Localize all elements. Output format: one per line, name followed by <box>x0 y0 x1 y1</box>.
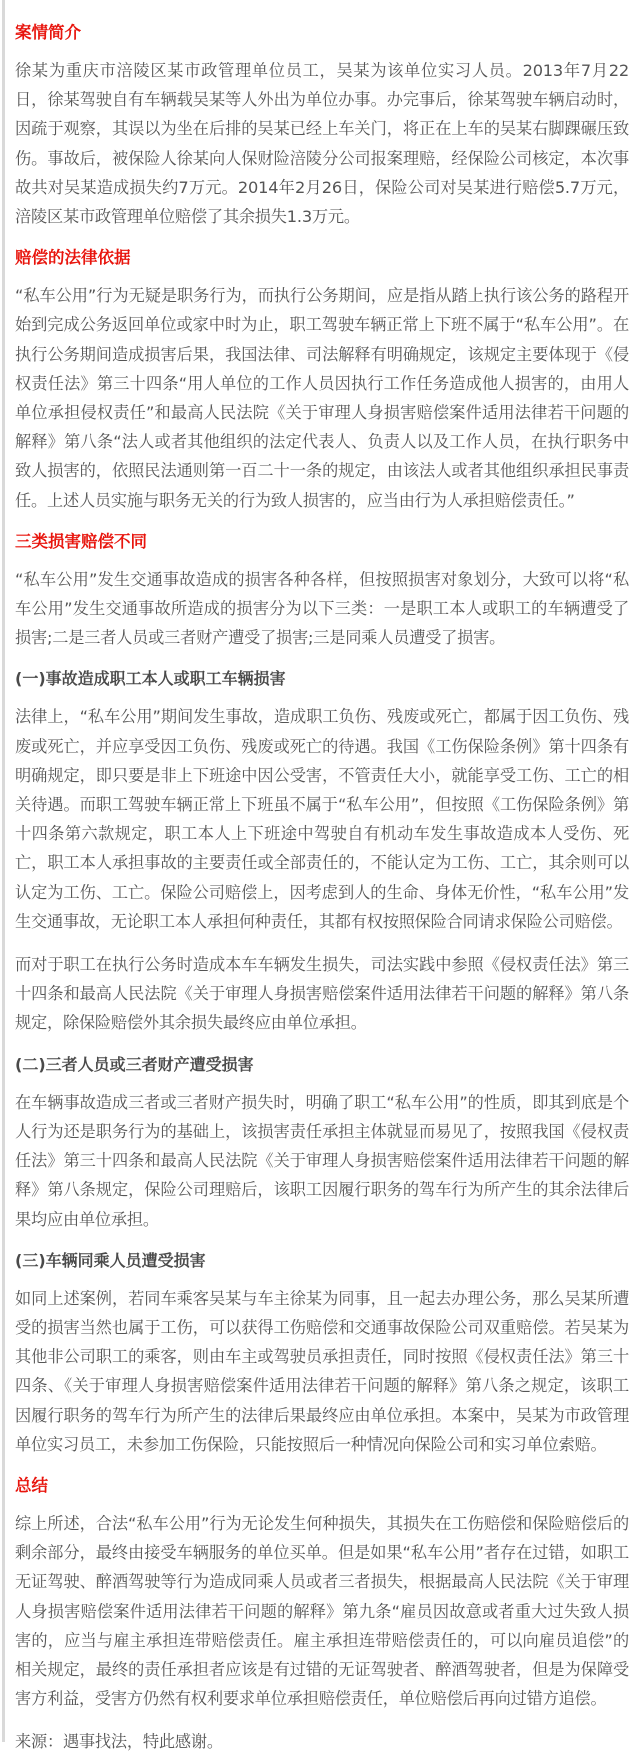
section-heading-summary: 总结 <box>15 1475 48 1495</box>
section-heading-three-damage-types: 三类损害赔偿不同 <box>15 531 147 551</box>
subsection-heading-third-party-damage: (二)三者人员或三者财产遭受损害 <box>15 1054 254 1074</box>
paragraph-passenger-damage: 如同上述案例，若同车乘客吴某与车主徐某为同事，且一起去办理公务，那么吴某所遭受的损害当然也属于工伤，可以获得工伤赔偿和交通事故保险公司双重赔偿。若吴某为其他非公司职工的乘客，则由车主或驾驶员承担责任，同时按照《侵权责任法》第三十四条、《关于审理人身损害赔偿案件适用法律若干问题的解释》第八条之规定，该职工因履行职务的驾车行为所产生的法律后果最终应由单位承担。本案中，吴某为市政管理单位实习员工，未参加工伤保险，只能按照后一种情况向保险公司和实习单位索赔。 <box>15 1288 629 1454</box>
section-heading-legal-basis: 赔偿的法律依据 <box>15 248 131 268</box>
section-heading-case-summary: 案情简介 <box>15 23 81 42</box>
paragraph-third-party-damage: 在车辆事故造成三者或三者财产损失时，明确了职工“私车公用”的性质，即其到底是个人行为还是职务行为的基础上，该损害责任承担主体就显而易见了，按照我国《侵权责任法》第三十四条和最高人民法院《关于审理人身损害赔偿案件适用法律若干问题的解释》第八条规定，保险公司理赔后，该职工因履行职务的驾车行为所产生的其余法律后果均应由单位承担。 <box>15 1092 629 1229</box>
subsection-heading-passenger-damage: (三)车辆同乘人员遭受损害 <box>15 1250 206 1270</box>
paragraph-three-damage-types: “私车公用”发生交通事故造成的损害各种各样，但按照损害对象划分，大致可以将“私车公用”发生交通事故所造成的损害分为以下三类：一是职工本人或职工的车辆遭受了损害;二是三者人员或三者财产遭受了损害;三是同乘人员遭受了损害。 <box>15 569 629 648</box>
paragraph-summary: 综上所述，合法“私车公用”行为无论发生何种损失，其损失在工伤赔偿和保险赔偿后的剩余部分，最终由接受车辆服务的单位买单。但是如果“私车公用”者存在过错，如职工无证驾驶、醉酒驾驶等行为造成同乘人员或者三者损失，根据最高人民法院《关于审理人身损害赔偿案件适用法律若干问题的解释》第九条“雇员因故意或者重大过失致人损害的，应当与雇主承担连带赔偿责任。雇主承担连带赔偿责任的，可以向雇员追偿”的相关规定，最终的责任承担者应该是有过错的无证驾驶者、醉酒驾驶者，但是为保障受害方利益，受害方仍然有权利要求单位承担赔偿责任，单位赔偿后再向过错方追偿。 <box>15 1513 629 1709</box>
paragraph-legal-basis: “私车公用”行为无疑是职务行为，而执行公务期间，应是指从踏上执行该公务的路程开始到完成公务返回单位或家中时为止，职工驾驶车辆正常上下班不属于“私车公用”。在执行公务期间造成损害后果，我国法律、司法解释有明确规定，该规定主要体现于《侵权责任法》第三十四条“用人单位的工作人员因执行工作任务造成他人损害的，由用人单位承担侵权责任”和最高人民法院《关于审理人身损害赔偿案件适用法律若干问题的解释》第八条“法人或者其他组织的法定代表人、负责人以及工作人员，在执行职务中致人损害的，依照民法通则第一百二十一条的规定，由该法人或者其他组织承担民事责任。上述人员实施与职务无关的行为致人损害的，应当由行为人承担赔偿责任。” <box>15 286 629 510</box>
subsection-heading-employee-damage: (一)事故造成职工本人或职工车辆损害 <box>15 669 286 689</box>
article-body <box>2 0 639 1752</box>
paragraph-employee-damage-2: 而对于职工在执行公务时造成本车车辆发生损失，司法实践中参照《侵权责任法》第三十四条和最高人民法院《关于审理人身损害赔偿案件适用法律若干问题的解释》第八条规定，除保险赔偿外其余损失最终应由单位承担。 <box>15 955 629 1033</box>
source-credit: 来源：遇事找法，特此感谢。 <box>15 1732 223 1752</box>
paragraph-case-summary: 徐某为重庆市涪陵区某市政管理单位员工，吴某为该单位实习人员。2013年7月22日，徐某驾驶自有车辆载吴某等人外出为单位办事。办完事后，徐某驾驶车辆启动时，因疏于观察，其误以为坐在后排的吴某已经上车关门，将正在上车的吴某右脚踝碾压致伤。事故后，被保险人徐某向人保财险涪陵分公司报案理赔，经保险公司核定，本次事故共对吴某造成损失约7万元。2014年2月26日，保险公司对吴某进行赔偿5.7万元，涪陵区某市政管理单位赔偿了其余损失1.3万元。 <box>15 61 629 227</box>
paragraph-employee-damage-1: 法律上，“私车公用”期间发生事故，造成职工负伤、残废或死亡，都属于因工负伤、残废或死亡，并应享受因工负伤、残废或死亡的待遇。我国《工伤保险条例》第十四条有明确规定，即只要是非上下班途中因公受害，不管责任大小，就能享受工伤、工亡的相关待遇。而职工驾驶车辆正常上下班虽不属于“私车公用”，但按照《工伤保险条例》第十四条第六款规定，职工本人上下班途中驾驶自有机动车发生事故造成本人受伤、死亡，职工本人承担事故的主要责任或全部责任的，不能认定为工伤、工亡，其余则可以认定为工伤、工亡。保险公司赔偿上，因考虑到人的生命、身体无价性，“私车公用”发生交通事故，无论职工本人承担何种责任，其都有权按照保险合同请求保险公司赔偿。 <box>15 707 629 931</box>
